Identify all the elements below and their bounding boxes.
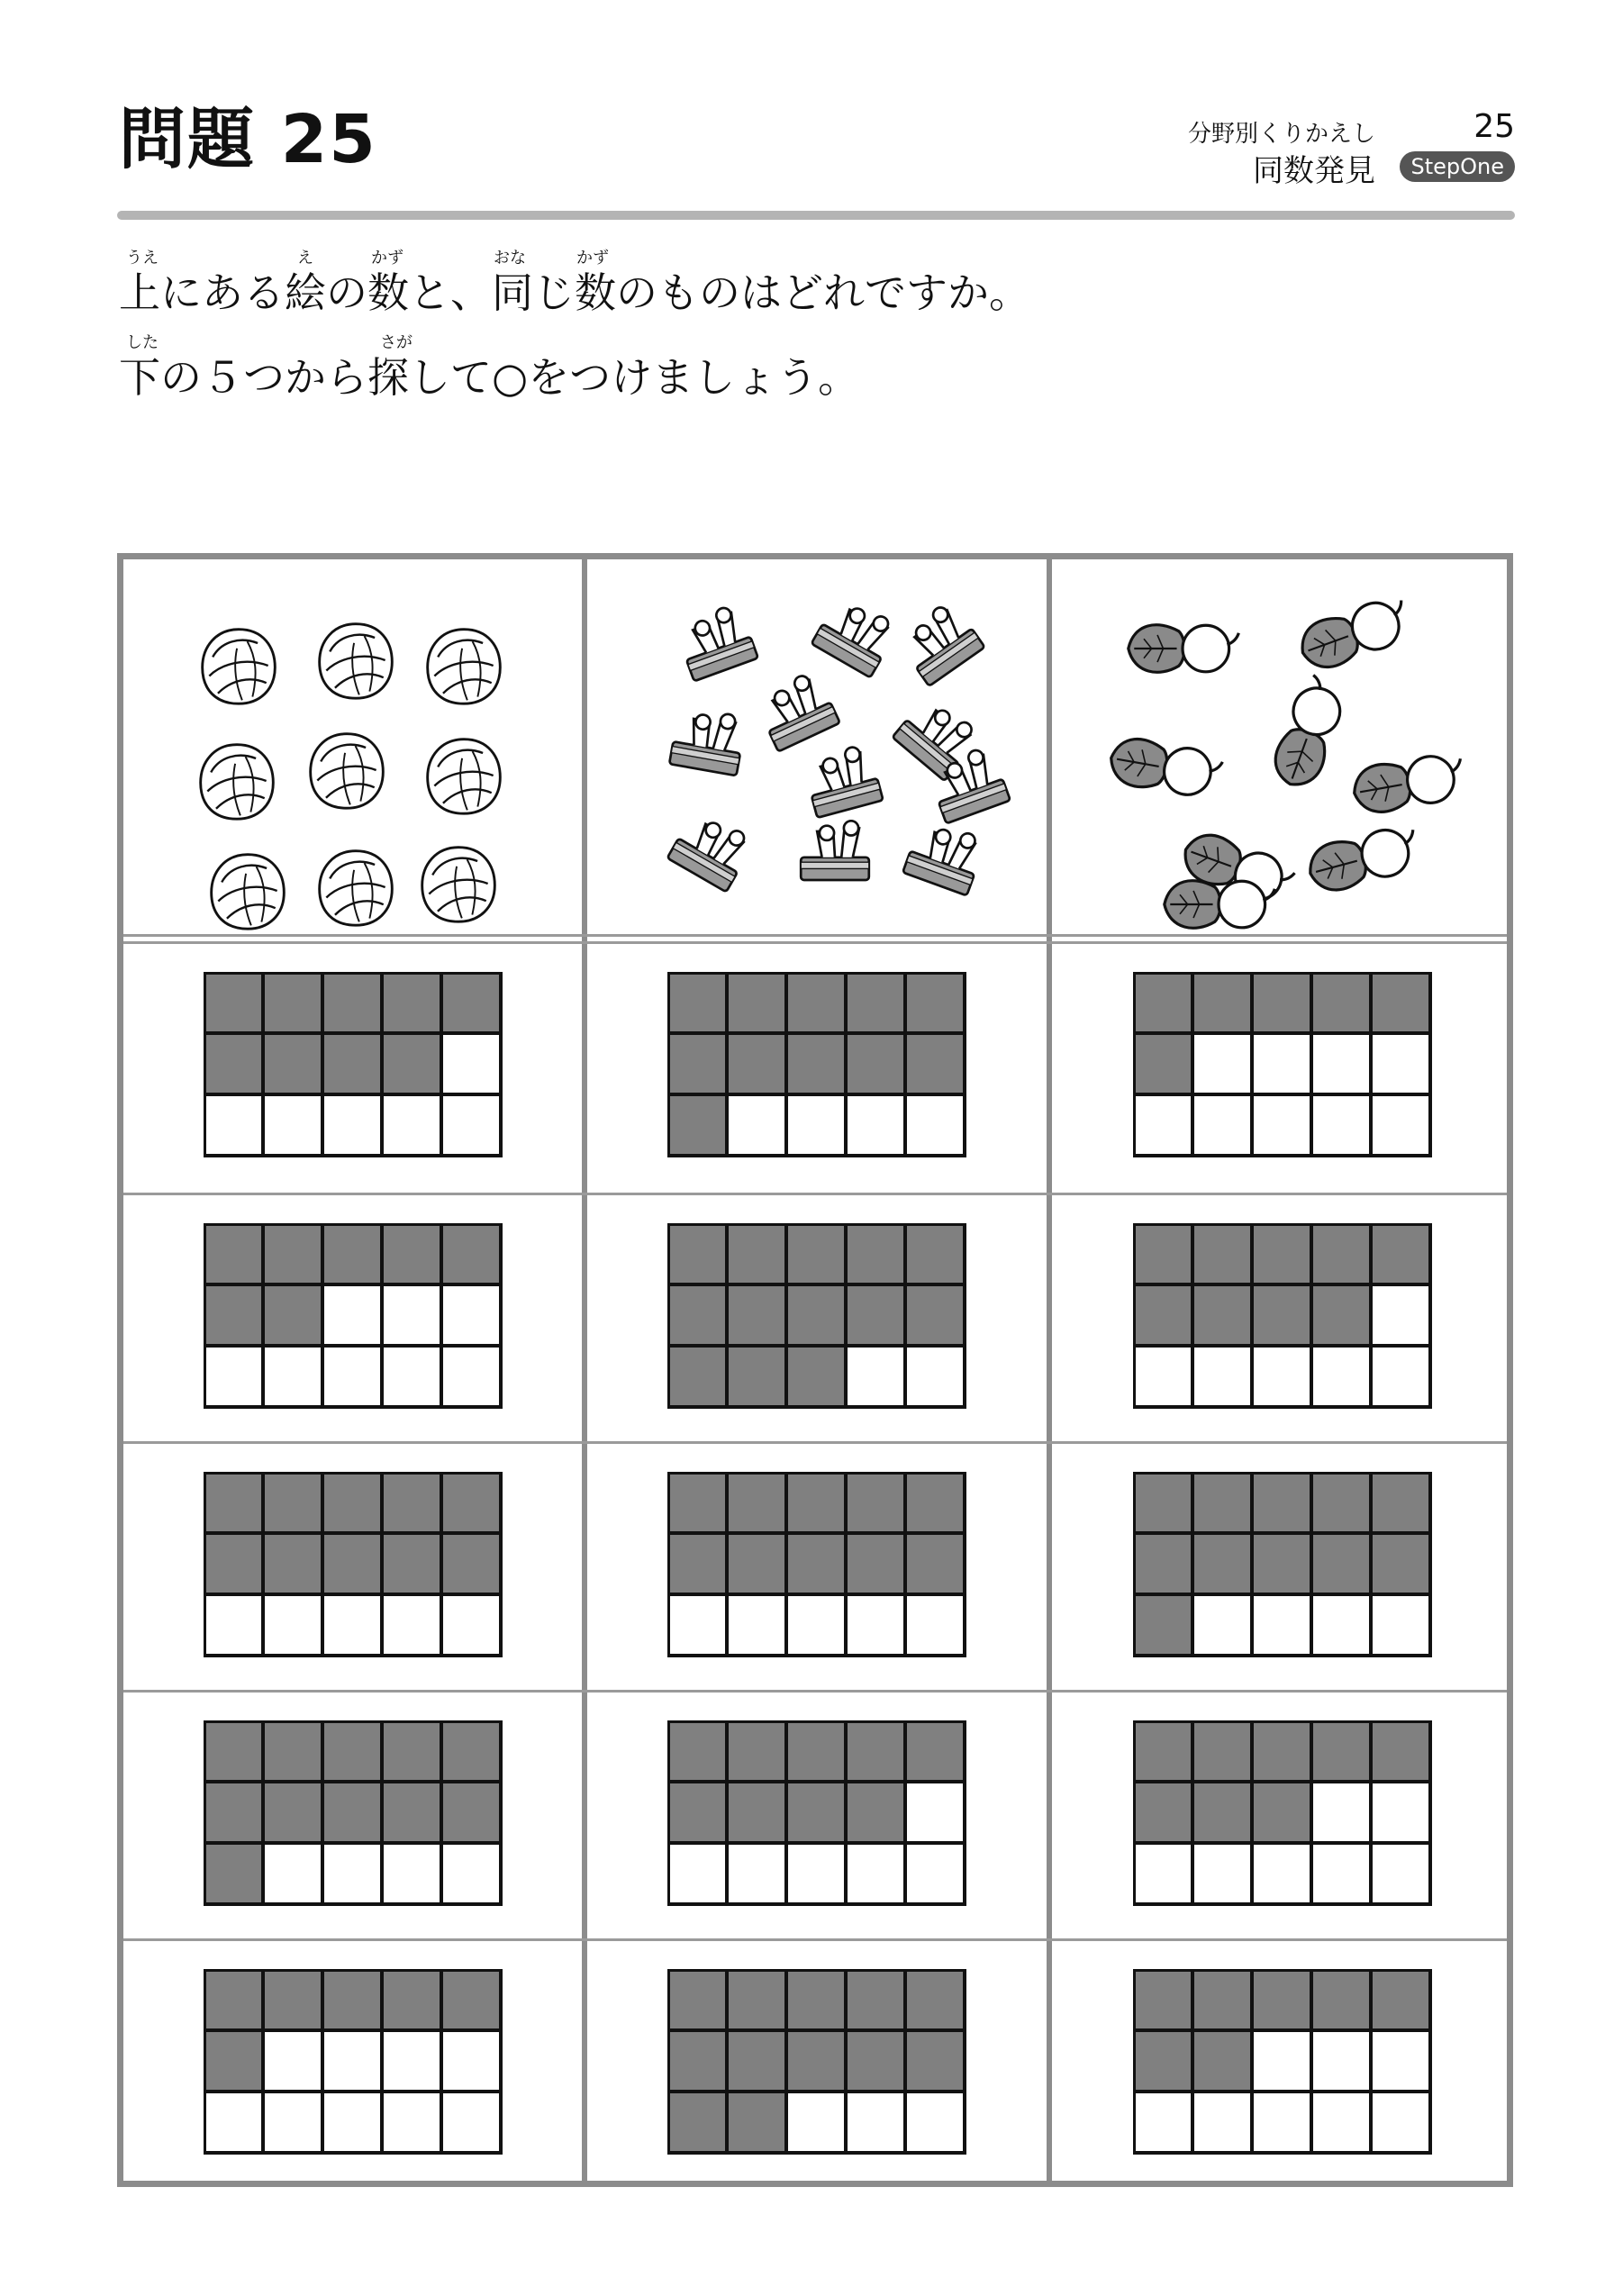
empty-square xyxy=(1192,1594,1252,1656)
series-label: 分野別くりかえし xyxy=(1187,121,1375,148)
filled-square xyxy=(1192,1720,1252,1782)
filled-square xyxy=(204,1969,263,2030)
filled-square xyxy=(1371,1533,1430,1594)
filled-square xyxy=(905,1033,965,1094)
filled-square xyxy=(322,972,382,1033)
empty-square xyxy=(263,1594,322,1656)
filled-square xyxy=(1133,1284,1192,1346)
filled-square xyxy=(1371,1969,1430,2030)
filled-square xyxy=(382,1533,441,1594)
empty-square xyxy=(1252,1594,1311,1656)
empty-square xyxy=(263,1346,322,1407)
filled-square xyxy=(667,1533,727,1594)
empty-square xyxy=(322,2030,382,2092)
filled-square xyxy=(204,1472,263,1533)
filled-square xyxy=(204,1033,263,1094)
filled-square xyxy=(204,1720,263,1782)
empty-square xyxy=(1192,1346,1252,1407)
empty-square xyxy=(786,1094,846,1156)
filled-square xyxy=(382,1969,441,2030)
filled-square xyxy=(667,1223,727,1284)
turnip-icon xyxy=(1268,672,1350,792)
binder-clip-icon xyxy=(667,807,756,893)
filled-square xyxy=(1133,1223,1192,1284)
filled-square xyxy=(1133,1720,1192,1782)
answer-option-grid[interactable] xyxy=(204,1720,501,1904)
turnip-icon xyxy=(1350,750,1467,816)
filled-square xyxy=(263,1782,322,1843)
filled-square xyxy=(727,1533,786,1594)
filled-square xyxy=(322,1720,382,1782)
filled-square xyxy=(846,972,905,1033)
filled-square xyxy=(905,1533,965,1594)
filled-square xyxy=(1252,1533,1311,1594)
empty-square xyxy=(204,1346,263,1407)
answer-option-grid[interactable] xyxy=(667,1720,965,1904)
empty-square xyxy=(441,2092,501,2153)
filled-square xyxy=(727,1033,786,1094)
empty-square xyxy=(1252,1033,1311,1094)
cabbage-picture-group xyxy=(123,559,582,934)
filled-square xyxy=(1192,2030,1252,2092)
cabbage-icon xyxy=(428,740,501,814)
filled-square xyxy=(441,1223,501,1284)
filled-square xyxy=(905,1284,965,1346)
binder-clip-icon xyxy=(895,599,985,686)
empty-square xyxy=(1133,1346,1192,1407)
empty-square xyxy=(727,1843,786,1904)
filled-square xyxy=(1252,1472,1311,1533)
ruby-text: した xyxy=(126,333,159,352)
filled-square xyxy=(1133,972,1192,1033)
worksheet-grid xyxy=(117,553,1513,2187)
empty-square xyxy=(846,1346,905,1407)
empty-square xyxy=(905,2092,965,2153)
empty-square xyxy=(786,2092,846,2153)
filled-square xyxy=(727,972,786,1033)
empty-square xyxy=(1371,1594,1430,1656)
filled-square xyxy=(727,1346,786,1407)
filled-square xyxy=(846,1284,905,1346)
cabbage-icon xyxy=(203,630,276,704)
row-divider xyxy=(123,1441,1507,1444)
filled-square xyxy=(846,1533,905,1594)
filled-square xyxy=(1192,1533,1252,1594)
filled-square xyxy=(263,1533,322,1594)
binder-clip-icon xyxy=(902,817,987,896)
empty-square xyxy=(441,1033,501,1094)
filled-square xyxy=(204,1284,263,1346)
binder-clip-icon xyxy=(674,603,758,682)
filled-square xyxy=(1371,1223,1430,1284)
cabbage-icon xyxy=(320,851,393,926)
empty-square xyxy=(905,1782,965,1843)
filled-square xyxy=(1252,1223,1311,1284)
empty-square xyxy=(667,1843,727,1904)
filled-square xyxy=(786,1720,846,1782)
binder-clip-icon xyxy=(812,593,900,678)
empty-square xyxy=(1371,2030,1430,2092)
empty-square xyxy=(1311,1594,1371,1656)
filled-square xyxy=(204,1843,263,1904)
filled-square xyxy=(1133,1033,1192,1094)
filled-square xyxy=(1133,1782,1192,1843)
filled-square xyxy=(727,2092,786,2153)
turnip-icon xyxy=(1129,625,1239,673)
answer-option-grid[interactable] xyxy=(1133,1720,1430,1904)
filled-square xyxy=(846,1969,905,2030)
filled-square xyxy=(204,2030,263,2092)
answer-option-grid[interactable] xyxy=(204,1223,501,1407)
empty-square xyxy=(1311,1843,1371,1904)
filled-square xyxy=(667,2030,727,2092)
row-divider xyxy=(123,934,1507,937)
filled-square xyxy=(905,1223,965,1284)
row-divider xyxy=(123,1690,1507,1693)
filled-square xyxy=(1311,1720,1371,1782)
filled-square xyxy=(905,972,965,1033)
header-info xyxy=(1047,106,1515,196)
empty-square xyxy=(382,1346,441,1407)
filled-square xyxy=(727,1223,786,1284)
cabbage-icon xyxy=(428,630,501,704)
topic-label: 同数発見 xyxy=(1253,153,1375,189)
empty-square xyxy=(905,1094,965,1156)
filled-square xyxy=(727,1284,786,1346)
filled-square xyxy=(382,972,441,1033)
filled-square xyxy=(263,972,322,1033)
empty-square xyxy=(1371,1284,1430,1346)
filled-square xyxy=(322,1472,382,1533)
filled-square xyxy=(441,1969,501,2030)
filled-square xyxy=(441,972,501,1033)
filled-square xyxy=(667,972,727,1033)
filled-square xyxy=(263,1472,322,1533)
filled-square xyxy=(1252,1720,1311,1782)
empty-square xyxy=(905,1843,965,1904)
filled-square xyxy=(1311,1223,1371,1284)
empty-square xyxy=(1252,2030,1311,2092)
binder-clip-picture-group xyxy=(587,559,1047,934)
turnip-picture-group xyxy=(1052,559,1513,934)
empty-square xyxy=(1311,1782,1371,1843)
filled-square xyxy=(382,1033,441,1094)
filled-square xyxy=(667,1346,727,1407)
filled-square xyxy=(322,1533,382,1594)
ruby-text: かず xyxy=(576,249,609,268)
filled-square xyxy=(667,1033,727,1094)
filled-square xyxy=(786,1782,846,1843)
filled-square xyxy=(1252,1284,1311,1346)
empty-square xyxy=(1311,1346,1371,1407)
empty-square xyxy=(1192,1843,1252,1904)
binder-clip-icon xyxy=(753,669,839,751)
filled-square xyxy=(1371,1472,1430,1533)
answer-option-grid[interactable] xyxy=(667,1969,965,2153)
filled-square xyxy=(204,1533,263,1594)
filled-square xyxy=(204,1223,263,1284)
answer-option-grid[interactable] xyxy=(667,1223,965,1407)
filled-square xyxy=(905,1472,965,1533)
filled-square xyxy=(905,2030,965,2092)
ruby-text: うえ xyxy=(126,249,159,268)
empty-square xyxy=(1252,1346,1311,1407)
ruby-text: おな xyxy=(494,249,526,268)
empty-square xyxy=(441,1284,501,1346)
empty-square xyxy=(382,2092,441,2153)
turnip-icon xyxy=(1165,881,1275,929)
filled-square xyxy=(1192,1782,1252,1843)
filled-square xyxy=(786,1284,846,1346)
empty-square xyxy=(846,1594,905,1656)
empty-square xyxy=(263,1843,322,1904)
empty-square xyxy=(322,1094,382,1156)
filled-square xyxy=(204,1782,263,1843)
binder-clip-icon xyxy=(669,705,747,776)
empty-square xyxy=(786,1843,846,1904)
empty-square xyxy=(1133,1843,1192,1904)
ruby-text: かず xyxy=(371,249,403,268)
answer-option-grid[interactable] xyxy=(1133,1223,1430,1407)
filled-square xyxy=(1192,1284,1252,1346)
filled-square xyxy=(846,1223,905,1284)
answer-option-grid[interactable] xyxy=(204,972,501,1156)
filled-square xyxy=(263,1223,322,1284)
filled-square xyxy=(846,1782,905,1843)
filled-square xyxy=(727,2030,786,2092)
filled-square xyxy=(846,1472,905,1533)
filled-square xyxy=(1311,1472,1371,1533)
empty-square xyxy=(204,2092,263,2153)
empty-square xyxy=(322,1346,382,1407)
filled-square xyxy=(727,1969,786,2030)
filled-square xyxy=(322,1969,382,2030)
answer-option-grid[interactable] xyxy=(667,1472,965,1656)
empty-square xyxy=(441,1346,501,1407)
filled-square xyxy=(263,1720,322,1782)
empty-square xyxy=(263,2092,322,2153)
row-divider xyxy=(123,1938,1507,1941)
row-divider xyxy=(123,941,1507,944)
filled-square xyxy=(846,2030,905,2092)
answer-option-grid[interactable] xyxy=(667,972,965,1156)
filled-square xyxy=(1133,2030,1192,2092)
empty-square xyxy=(1371,2092,1430,2153)
filled-square xyxy=(905,1969,965,2030)
filled-square xyxy=(786,1346,846,1407)
filled-square xyxy=(727,1720,786,1782)
filled-square xyxy=(382,1782,441,1843)
binder-clip-icon xyxy=(801,821,869,880)
cabbage-icon xyxy=(422,848,495,922)
empty-square xyxy=(263,1094,322,1156)
filled-square xyxy=(1371,1720,1430,1782)
empty-square xyxy=(667,1594,727,1656)
empty-square xyxy=(1311,1033,1371,1094)
filled-square xyxy=(441,1533,501,1594)
filled-square xyxy=(382,1720,441,1782)
empty-square xyxy=(1252,2092,1311,2153)
empty-square xyxy=(1192,1094,1252,1156)
filled-square xyxy=(786,1533,846,1594)
empty-square xyxy=(322,1284,382,1346)
empty-square xyxy=(1371,1843,1430,1904)
empty-square xyxy=(382,1843,441,1904)
empty-square xyxy=(204,1594,263,1656)
filled-square xyxy=(1192,1969,1252,2030)
empty-square xyxy=(322,1843,382,1904)
header-divider xyxy=(117,211,1515,220)
filled-square xyxy=(905,1720,965,1782)
row-divider xyxy=(123,1193,1507,1195)
filled-square xyxy=(322,1033,382,1094)
empty-square xyxy=(204,1094,263,1156)
empty-square xyxy=(786,1594,846,1656)
empty-square xyxy=(382,1094,441,1156)
ruby-text: え xyxy=(297,249,313,268)
empty-square xyxy=(905,1594,965,1656)
empty-square xyxy=(263,2030,322,2092)
filled-square xyxy=(1371,972,1430,1033)
instruction-line-2: 下の５つから探して○をつけましょう。 xyxy=(119,353,860,402)
ruby-text: さが xyxy=(380,333,413,352)
filled-square xyxy=(786,1472,846,1533)
filled-square xyxy=(727,1472,786,1533)
binder-clip-icon xyxy=(802,743,883,818)
filled-square xyxy=(1133,1969,1192,2030)
empty-square xyxy=(382,2030,441,2092)
filled-square xyxy=(667,1472,727,1533)
filled-square xyxy=(667,1782,727,1843)
empty-square xyxy=(441,2030,501,2092)
empty-square xyxy=(441,1094,501,1156)
empty-square xyxy=(727,1594,786,1656)
cabbage-icon xyxy=(320,624,393,699)
filled-square xyxy=(786,1969,846,2030)
filled-square xyxy=(786,972,846,1033)
answer-option-grid[interactable] xyxy=(204,1472,501,1656)
cabbage-icon xyxy=(311,734,384,809)
empty-square xyxy=(1371,1346,1430,1407)
empty-square xyxy=(441,1843,501,1904)
turnip-icon xyxy=(1107,735,1224,801)
filled-square xyxy=(846,1720,905,1782)
filled-square xyxy=(667,1969,727,2030)
empty-square xyxy=(1311,1094,1371,1156)
filled-square xyxy=(1192,972,1252,1033)
cabbage-icon xyxy=(201,745,274,820)
filled-square xyxy=(1252,972,1311,1033)
filled-square xyxy=(667,1094,727,1156)
empty-square xyxy=(382,1594,441,1656)
filled-square xyxy=(382,1472,441,1533)
page-number: 25 xyxy=(1473,108,1515,145)
filled-square xyxy=(322,1223,382,1284)
turnip-icon xyxy=(1304,821,1423,896)
empty-square xyxy=(1252,1843,1311,1904)
filled-square xyxy=(263,1033,322,1094)
filled-square xyxy=(1133,1594,1192,1656)
filled-square xyxy=(1311,1969,1371,2030)
filled-square xyxy=(1133,1533,1192,1594)
empty-square xyxy=(727,1094,786,1156)
filled-square xyxy=(441,1782,501,1843)
filled-square xyxy=(204,972,263,1033)
answer-option-grid[interactable] xyxy=(1133,972,1430,1156)
filled-square xyxy=(1311,1284,1371,1346)
filled-square xyxy=(667,1284,727,1346)
empty-square xyxy=(1252,1094,1311,1156)
filled-square xyxy=(1252,1782,1311,1843)
instruction-line-1: 上にある絵の数と、同じ数のものはどれですか。 xyxy=(119,268,1030,317)
filled-square xyxy=(1311,972,1371,1033)
empty-square xyxy=(322,2092,382,2153)
empty-square xyxy=(1192,1033,1252,1094)
filled-square xyxy=(1311,1533,1371,1594)
filled-square xyxy=(1133,1472,1192,1533)
empty-square xyxy=(1192,2092,1252,2153)
empty-square xyxy=(905,1346,965,1407)
filled-square xyxy=(667,2092,727,2153)
filled-square xyxy=(441,1720,501,1782)
filled-square xyxy=(786,2030,846,2092)
empty-square xyxy=(1371,1033,1430,1094)
page-title: 問題 25 xyxy=(119,101,377,178)
empty-square xyxy=(846,1843,905,1904)
binder-clip-icon xyxy=(893,692,983,781)
filled-square xyxy=(1192,1223,1252,1284)
answer-option-grid[interactable] xyxy=(204,1969,501,2153)
filled-square xyxy=(1252,1969,1311,2030)
filled-square xyxy=(322,1782,382,1843)
answer-option-grid[interactable] xyxy=(1133,1472,1430,1656)
filled-square xyxy=(441,1472,501,1533)
filled-square xyxy=(727,1782,786,1843)
empty-square xyxy=(846,2092,905,2153)
empty-square xyxy=(441,1594,501,1656)
empty-square xyxy=(1371,1094,1430,1156)
filled-square xyxy=(382,1223,441,1284)
cabbage-icon xyxy=(212,855,285,930)
stepone-badge: StepOne xyxy=(1400,151,1515,182)
filled-square xyxy=(263,1969,322,2030)
empty-square xyxy=(846,1094,905,1156)
empty-square xyxy=(1133,1094,1192,1156)
answer-option-grid[interactable] xyxy=(1133,1969,1430,2153)
filled-square xyxy=(846,1033,905,1094)
filled-square xyxy=(263,1284,322,1346)
empty-square xyxy=(1371,1782,1430,1843)
empty-square xyxy=(382,1284,441,1346)
filled-square xyxy=(786,1033,846,1094)
filled-square xyxy=(1192,1472,1252,1533)
empty-square xyxy=(1311,2092,1371,2153)
empty-square xyxy=(1133,2092,1192,2153)
empty-square xyxy=(322,1594,382,1656)
empty-square xyxy=(1311,2030,1371,2092)
filled-square xyxy=(667,1720,727,1782)
turnip-icon xyxy=(1294,593,1414,675)
filled-square xyxy=(786,1223,846,1284)
